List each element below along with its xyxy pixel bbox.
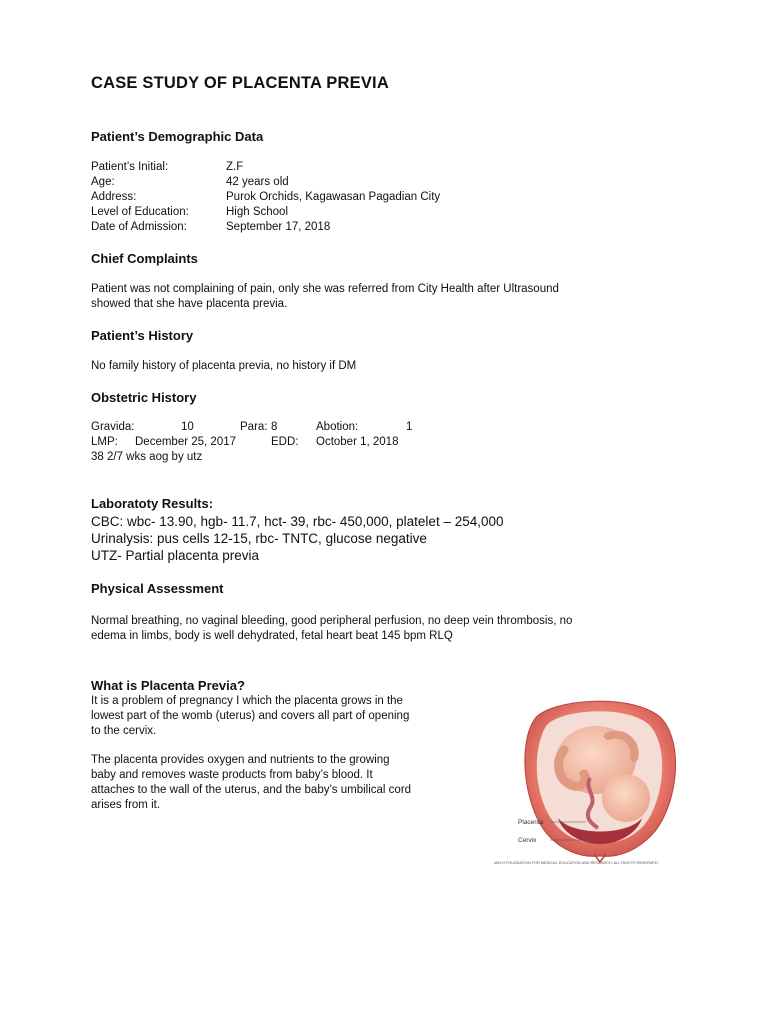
illustration-credit: MAYO FOUNDATION FOR MEDICAL EDUCATION AND RESEARCH. ALL RIGHTS RESERVED. <box>494 861 659 865</box>
chief-complaints-heading: Chief Complaints <box>91 251 198 266</box>
what-is-text: lowest part of the womb (uterus) and covers all part of opening <box>91 710 410 722</box>
demographics-label: Patient’s Initial: <box>91 161 169 173</box>
what-is-text: arises from it. <box>91 799 161 811</box>
demographics-label: Address: <box>91 191 137 203</box>
page-title: CASE STUDY OF PLACENTA PREVIA <box>91 74 389 92</box>
what-is-text: It is a problem of pregnancy I which the placenta grows in the <box>91 695 403 707</box>
edd-label: EDD: <box>271 436 299 448</box>
aog-text: 38 2/7 wks aog by utz <box>91 451 203 463</box>
placenta-previa-illustration <box>488 690 710 866</box>
edd-value: October 1, 2018 <box>316 436 399 448</box>
demographics-value: Purok Orchids, Kagawasan Pagadian City <box>226 191 441 203</box>
what-is-text: attaches to the wall of the uterus, and the baby’s umbilical cord <box>91 784 412 796</box>
assessment-text: edema in limbs, body is well dehydrated, fetal heart beat 145 bpm RLQ <box>91 630 453 642</box>
history-heading: Patient’s History <box>91 328 194 343</box>
abotion-value: 1 <box>406 421 413 433</box>
lab-utz: UTZ- Partial placenta previa <box>91 548 260 563</box>
chief-complaints-text: Patient was not complaining of pain, only she was referred from City Health after Ultrasound <box>91 283 559 295</box>
what-is-text: baby and removes waste products from baby’s blood. It <box>91 769 373 781</box>
demographics-label: Level of Education: <box>91 206 189 218</box>
para-value: 8 <box>271 421 278 433</box>
demographics-value: 42 years old <box>226 176 289 188</box>
demographics-label: Age: <box>91 176 115 188</box>
demographics-label: Date of Admission: <box>91 221 187 233</box>
demographics-value: September 17, 2018 <box>226 221 331 233</box>
obstetric-heading: Obstetric History <box>91 390 197 405</box>
assessment-text: Normal breathing, no vaginal bleeding, good peripheral perfusion, no deep vein thrombosis, no <box>91 615 573 627</box>
para-label: Para: <box>240 421 268 433</box>
what-is-text: to the cervix. <box>91 725 157 737</box>
abotion-label: Abotion: <box>316 421 359 433</box>
gravida-value: 10 <box>181 421 194 433</box>
assessment-heading: Physical Assessment <box>91 581 224 596</box>
history-text: No family history of placenta previa, no history if DM <box>91 360 357 372</box>
gravida-label: Gravida: <box>91 421 135 433</box>
cervix-label: Cervix <box>518 837 537 844</box>
lab-heading: Laboratoty Results: <box>91 496 214 511</box>
what-is-heading: What is Placenta Previa? <box>91 678 245 693</box>
what-is-text: The placenta provides oxygen and nutrients to the growing <box>91 754 390 766</box>
placenta-label: Placenta <box>518 819 544 826</box>
lab-urinalysis: Urinalysis: pus cells 12-15, rbc- TNTC, glucose negative <box>91 531 427 546</box>
lmp-label: LMP: <box>91 436 118 448</box>
demographics-value: Z.F <box>226 161 244 173</box>
uterus-diagram <box>488 690 710 866</box>
lmp-value: December 25, 2017 <box>135 436 237 448</box>
demographics-heading: Patient’s Demographic Data <box>91 129 264 144</box>
chief-complaints-text: showed that she have placenta previa. <box>91 298 288 310</box>
lab-cbc: CBC: wbc- 13.90, hgb- 11.7, hct- 39, rbc- 450,000, platelet – 254,000 <box>91 514 504 529</box>
demographics-value: High School <box>226 206 289 218</box>
